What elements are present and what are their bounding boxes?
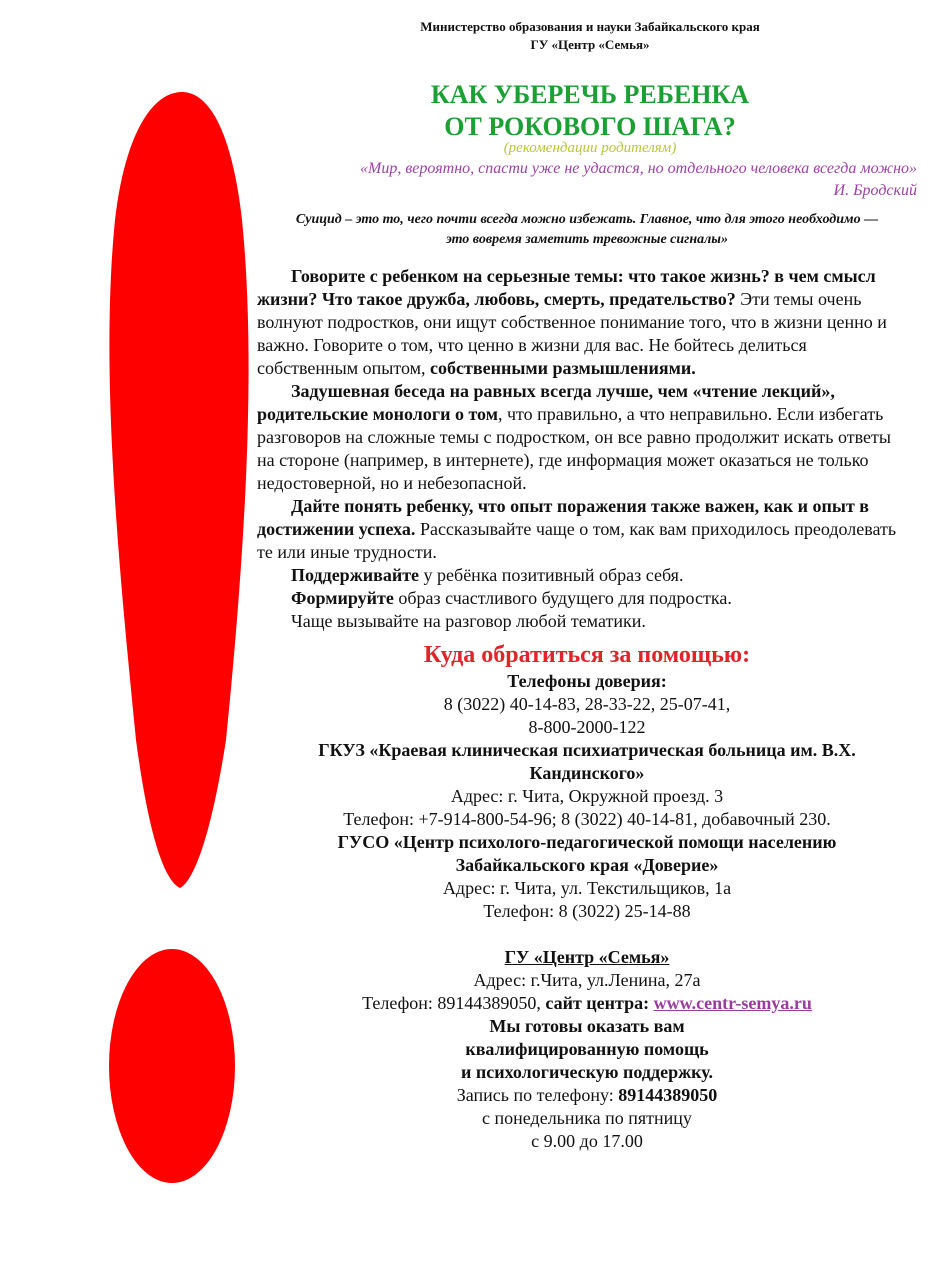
paragraph-4-bold: Поддерживайте bbox=[291, 565, 420, 585]
ready-line-2: квалифицированную помощь bbox=[465, 1039, 709, 1059]
paragraph-2-text: , что правильно, а что неправильно. Если избегать разговоров на сложные темы с подростком, он все равно продолжит искать ответы на стороне (например, в интернете), где информация может оказаться не только недостоверной, но и небезопасной. bbox=[257, 404, 891, 493]
epigraph-text: «Мир, вероятно, спасти уже не удастся, но отдельного человека всегда можно» bbox=[360, 160, 917, 177]
hotline-label: Телефоны доверия: bbox=[507, 671, 667, 691]
paragraph-3-text: Рассказывайте чаще о том, как вам приходилось преодолевать те или иные трудности. bbox=[257, 519, 897, 562]
help-section bbox=[255, 640, 919, 1153]
org1-address: Адрес: г. Чита, Окружной проезд. 3 bbox=[450, 786, 724, 806]
title-line-2: ОТ РОКОВОГО ШАГА? bbox=[444, 112, 736, 141]
appointment-label: Запись по телефону: bbox=[456, 1085, 619, 1105]
ministry-name: Министерство образования и науки Забайкальского края bbox=[420, 19, 760, 34]
spacer bbox=[255, 923, 919, 946]
epigraph bbox=[217, 158, 917, 202]
exclamation-bar bbox=[109, 92, 248, 888]
org3-name: ГУ «Центр «Семья» bbox=[504, 947, 670, 967]
paragraph-1-bold-end: собственными размышлениями. bbox=[425, 358, 696, 378]
appointment bbox=[255, 1084, 919, 1107]
paragraph-5-text: образ счастливого будущего для подростка. bbox=[393, 588, 732, 608]
org2-name-line-2: Забайкальского края «Доверие» bbox=[455, 855, 719, 875]
site-label: сайт центра: bbox=[540, 993, 650, 1013]
org3-phone: Телефон: 89144389050, bbox=[362, 993, 541, 1013]
intro-line-2: это вовремя заметить тревожные сигналы» bbox=[445, 232, 729, 247]
ministry-header bbox=[330, 18, 850, 54]
paragraph-4 bbox=[257, 564, 907, 587]
title-line-1: КАК УБЕРЕЧЬ РЕБЕНКА bbox=[430, 80, 750, 109]
paragraph-6: Чаще вызывайте на разговор любой тематики. bbox=[291, 611, 646, 631]
exclamation-dot bbox=[109, 949, 235, 1183]
paragraph-5 bbox=[257, 587, 907, 610]
ready-line-3: и психологическую поддержку. bbox=[461, 1062, 713, 1082]
page-subtitle: (рекомендации родителям) bbox=[503, 140, 677, 156]
paragraph-1-bold: Говорите с ребенком на серьезные темы: что такое жизнь? в чем смысл жизни? Что такое дружба, любовь, смерть, предательство? bbox=[257, 266, 876, 309]
paragraph-4-text: у ребёнка позитивный образ себя. bbox=[419, 565, 684, 585]
epigraph-author: И. Бродский bbox=[833, 182, 917, 199]
paragraph-1-text: Эти темы очень волнуют подростков, они ищут собственное понимание того, что в жизни ценно и важно. Говорите о том, что ценно в жизни для вас. Не бойтесь делиться собственным опытом, bbox=[257, 289, 887, 378]
paragraph-5-bold: Формируйте bbox=[291, 588, 394, 608]
paragraph-1 bbox=[257, 265, 907, 380]
org3-contacts bbox=[255, 992, 919, 1015]
org3-address: Адрес: г.Чита, ул.Ленина, 27а bbox=[473, 970, 701, 990]
appointment-phone: 89144389050 bbox=[618, 1085, 718, 1105]
intro-line-1: Суицид – это то, чего почти всегда можно избежать. Главное, что для этого необходимо — bbox=[295, 212, 879, 227]
org2-phone: Телефон: 8 (3022) 25-14-88 bbox=[483, 901, 691, 921]
center-name: ГУ «Центр «Семья» bbox=[530, 37, 650, 52]
paragraph-2-bold: Задушевная беседа на равных всегда лучше, чем «чтение лекций», родительские монологи о том bbox=[257, 381, 835, 424]
help-title: Куда обратиться за помощью: bbox=[423, 642, 751, 668]
paragraph-3 bbox=[257, 495, 907, 564]
intro-text bbox=[255, 210, 919, 250]
ready-line-1: Мы готовы оказать вам bbox=[489, 1016, 685, 1036]
work-days: с понедельника по пятницу bbox=[482, 1108, 692, 1128]
org1-name-line-1: ГКУЗ «Краевая клиническая психиатрическая больница им. В.Х. bbox=[318, 740, 856, 760]
work-hours: с 9.00 до 17.00 bbox=[531, 1131, 643, 1151]
org1-name-line-2: Кандинского» bbox=[529, 763, 645, 783]
site-link[interactable]: www.centr-semya.ru bbox=[653, 993, 812, 1013]
hotline-numbers: 8 (3022) 40-14-83, 28-33-22, 25-07-41, bbox=[443, 694, 731, 714]
paragraph-3-bold: Дайте понять ребенку, что опыт поражения также важен, как и опыт в достижении успеха. bbox=[257, 496, 870, 539]
recommendations bbox=[257, 265, 907, 633]
org2-address: Адрес: г. Чита, ул. Текстильщиков, 1а bbox=[442, 878, 732, 898]
org1-phone: Телефон: +7-914-800-54-96; 8 (3022) 40-14-81, добавочный 230. bbox=[343, 809, 831, 829]
hotline-free-number: 8-800-2000-122 bbox=[528, 717, 646, 737]
org2-name-line-1: ГУСО «Центр психолого-педагогической помощи населению bbox=[337, 832, 837, 852]
paragraph-2 bbox=[257, 380, 907, 495]
page-title bbox=[330, 79, 850, 143]
